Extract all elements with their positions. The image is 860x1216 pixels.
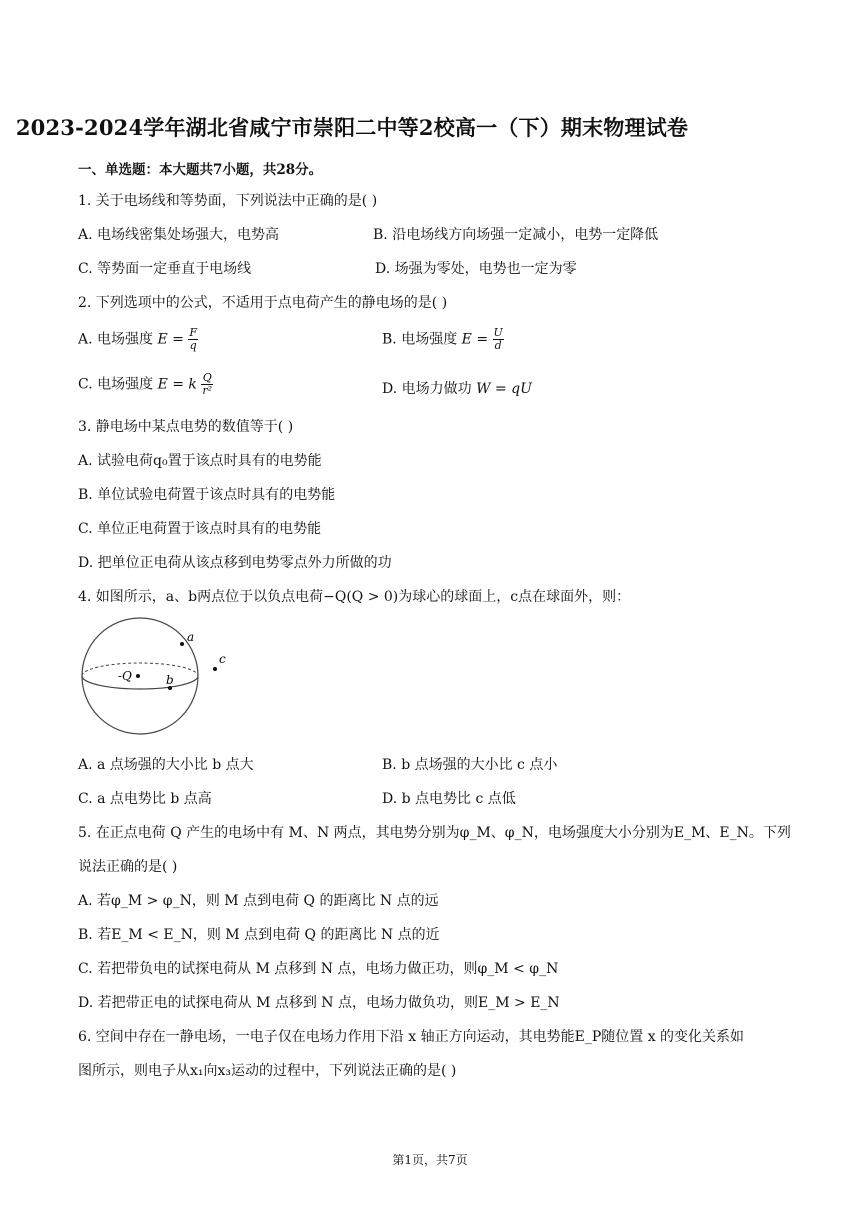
numerator: F (189, 326, 197, 339)
option-a-label: A. 电场强度 (78, 331, 154, 348)
numerator: U (493, 326, 503, 339)
question-1-option-c: C. 等势面一定垂直于电场线 (78, 261, 252, 277)
question-3-option-d: D. 把单位正电荷从该点移到电势零点外力所做的功 (78, 555, 392, 571)
equator-back (82, 663, 198, 676)
denominator: r² (202, 384, 213, 398)
question-5-option-c: C. 若把带负电的试探电荷从 M 点移到 N 点，电场力做正功，则φ_M < φ_N (78, 961, 559, 977)
question-2-option-c (78, 372, 213, 397)
charge-point (136, 674, 140, 678)
option-b-label: B. 电场强度 (382, 331, 458, 348)
formula-lhs: E = (461, 331, 489, 348)
question-6-stem: 6. 空间中存在一静电场，一电子仅在电场力作用下沿 x 轴正方向运动，其电势能E_P随位置 x 的变化关系如 (78, 1029, 745, 1045)
question-1-option-d: D. 场强为零处，电势也一定为零 (375, 261, 577, 277)
question-1-option-b: B. 沿电场线方向场强一定减小，电势一定降低 (373, 227, 659, 243)
formula-lhs: E = k (157, 376, 197, 393)
numerator: Q (202, 371, 212, 384)
question-3-stem: 3. 静电场中某点电势的数值等于( ) (78, 419, 294, 435)
question-5-option-a: A. 若φ_M > φ_N，则 M 点到电荷 Q 的距离比 N 点的远 (78, 893, 439, 909)
section-heading: 一、单选题：本大题共7小题，共28分。 (78, 162, 323, 178)
question-2-stem: 2. 下列选项中的公式，不适用于点电荷产生的静电场的是( ) (78, 295, 448, 311)
point-b-label: b (166, 673, 174, 687)
question-2-option-a (78, 327, 198, 352)
page-title: 2023-2024学年湖北省咸宁市崇阳二中等2校高一（下）期末物理试卷 (15, 115, 689, 140)
fraction (188, 327, 198, 352)
question-5-stem: 5. 在正点电荷 Q 产生的电场中有 M、N 两点，其电势分别为φ_M、φ_N，电场强度大小分别为E_M、E_N。下列 (78, 825, 791, 841)
question-5-option-b: B. 若E_M < E_N，则 M 点到电荷 Q 的距离比 N 点的近 (78, 927, 440, 943)
fraction (493, 327, 504, 352)
question-4-option-c: C. a 点电势比 b 点高 (78, 791, 212, 807)
equator-front (82, 676, 198, 689)
question-5-stem-cont: 说法正确的是( ) (78, 859, 178, 875)
sphere-diagram (78, 614, 248, 740)
denominator: d (494, 339, 502, 353)
question-4-option-b: B. b 点场强的大小比 c 点小 (382, 757, 558, 773)
charge-label: -Q (118, 669, 132, 683)
question-4-option-a: A. a 点场强的大小比 b 点大 (78, 757, 254, 773)
question-3-option-c: C. 单位正电荷置于该点时具有的电势能 (78, 521, 322, 537)
question-3-option-b: B. 单位试验电荷置于该点时具有的电势能 (78, 487, 336, 503)
formula-lhs: E = (157, 331, 184, 348)
question-5-option-d: D. 若把带正电的试探电荷从 M 点移到 N 点，电场力做负功，则E_M > E_N (78, 995, 560, 1011)
question-2-option-b (382, 327, 504, 352)
question-2-option-d (382, 378, 532, 398)
point-c-label: c (219, 652, 226, 666)
fraction (201, 372, 213, 397)
formula: W = qU (476, 381, 532, 397)
option-d-label: D. 电场力做功 (382, 381, 472, 397)
point-a-label: a (187, 630, 195, 644)
question-3-option-a: A. 试验电荷q₀置于该点时具有的电势能 (78, 453, 322, 469)
option-c-label: C. 电场强度 (78, 376, 154, 393)
question-1-option-a: A. 电场线密集处场强大，电势高 (78, 227, 280, 243)
point-c (213, 667, 217, 671)
question-4-option-d: D. b 点电势比 c 点低 (382, 791, 516, 807)
point-a (180, 642, 184, 646)
question-4-stem: 4. 如图所示，a、b两点位于以负点电荷−Q(Q > 0)为球心的球面上，c点在球面外，则： (78, 589, 631, 605)
question-6-stem-cont: 图所示，则电子从x₁向x₃运动的过程中，下列说法正确的是( ) (78, 1063, 457, 1079)
sphere-figure (78, 614, 248, 744)
denominator: q (189, 339, 197, 353)
question-1-stem: 1. 关于电场线和等势面，下列说法中正确的是( ) (78, 193, 378, 209)
page-footer: 第1页，共7页 (392, 1153, 468, 1167)
